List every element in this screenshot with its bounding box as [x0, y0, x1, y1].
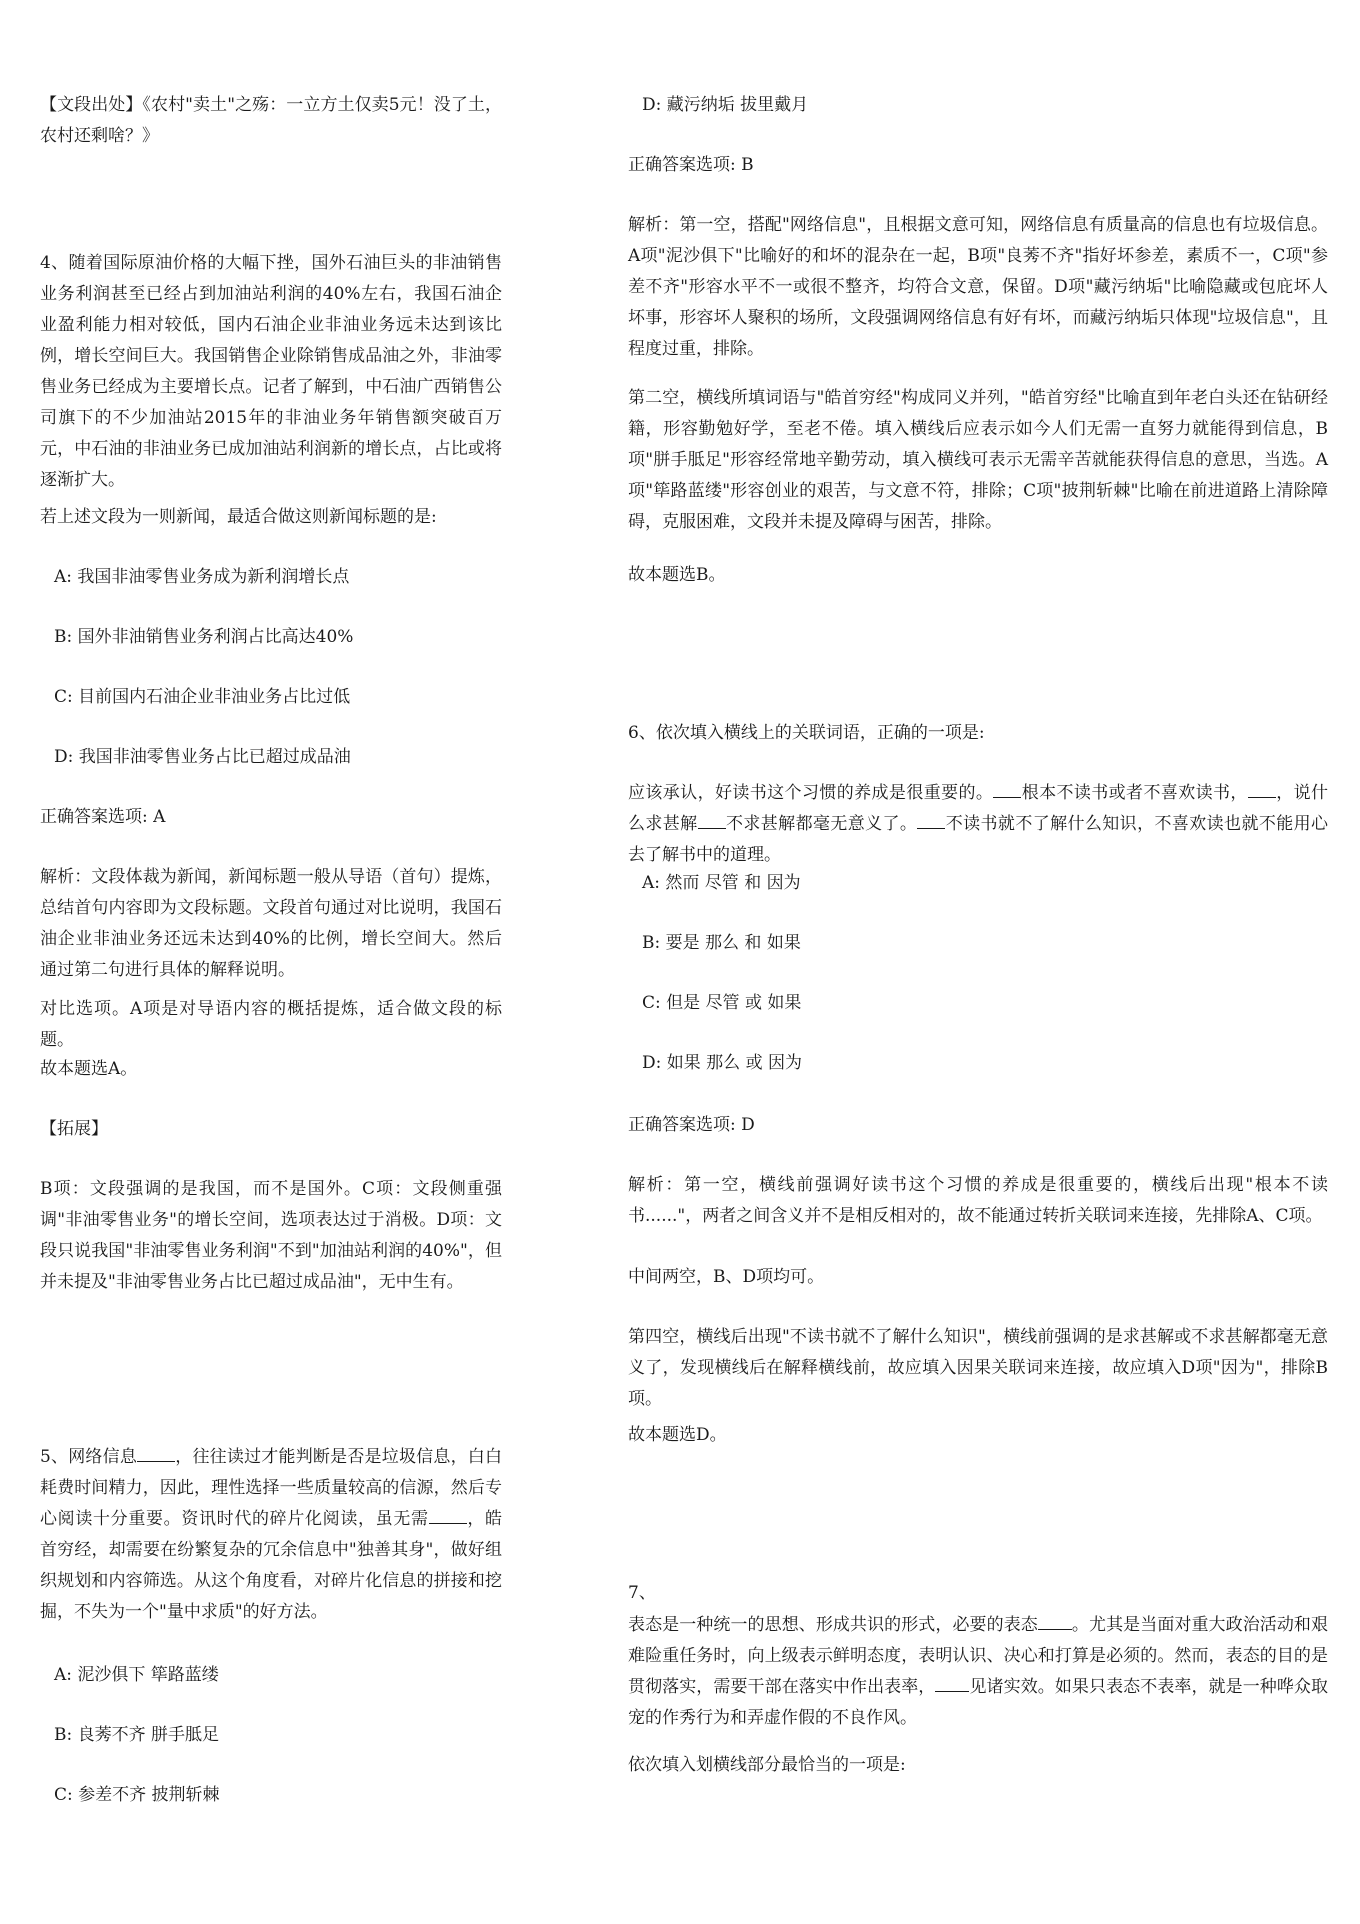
- question-6-passage-part-2: 根本不读书或者不喜欢读书，: [1021, 783, 1248, 803]
- question-7-passage-part-2: 。尤其是当面对重大政治活动和艰难险重任务时，向上级表示鲜明态度，表明认识、决心和打算是必须的。然而，表态的目的是贯彻落实，需要干部在落实中作出表率，: [628, 1615, 1329, 1697]
- question-6-option-d: D: 如果 那么 或 因为: [642, 1053, 802, 1073]
- question-4-option-b: B: 国外非油销售业务利润占比高达40%: [54, 627, 354, 647]
- question-5-analysis-1: 解析：第一空，搭配"网络信息"，且根据文意可知，网络信息有质量高的信息也有垃圾信息。A项"泥沙俱下"比喻好的和坏的混杂在一起，B项"良莠不齐"指好坏参差，素质不一，C项"参差不齐"形容水平不一或很不整齐，均符合文意，保留。D项"藏污纳垢"比喻隐藏或包庇坏人坏事，形容坏人聚积的场所，文段强调网络信息有好有坏，而藏污纳垢只体现"垃圾信息"，且程度过重，排除。: [628, 215, 1328, 359]
- question-5-blank-1: [137, 1444, 175, 1462]
- question-6-option-a: A: 然而 尽管 和 因为: [642, 873, 801, 893]
- question-6-blank-1: [993, 780, 1021, 798]
- question-4-extend: B项：文段强调的是我国，而不是国外。C项：文段侧重强调"非油零售业务"的增长空间，选项表达过于消极。D项：文段只说我国"非油零售业务利润"不到"加油站利润的40%"，但并未提及"非油零售业务占比已超过成品油"，无中生有。: [40, 1179, 502, 1292]
- question-5-option-c: C: 参差不齐 披荆斩棘: [54, 1785, 220, 1805]
- question-4-analysis: 解析：文段体裁为新闻，新闻标题一般从导语（首句）提炼，总结首句内容即为文段标题。文段首句通过对比说明，我国石油企业非油业务还远未达到40%的比例，增长空间大。然后通过第二句进行具体的解释说明。: [40, 867, 502, 980]
- source-note: 【文段出处】《农村"卖土"之殇：一立方土仅卖5元！没了土，农村还剩啥？》: [40, 95, 502, 146]
- question-5-option-b: B: 良莠不齐 胼手胝足: [54, 1725, 220, 1745]
- question-4-stem: 4、随着国际原油价格的大幅下挫，国外石油巨头的非油销售业务利润甚至已经占到加油站利润的40%左右，我国石油企业盈利能力相对较低，国内石油企业非油业务远未达到该比例，增长空间巨大。我国销售企业除销售成品油之外，非油零售业务已经成为主要增长点。记者了解到，中石油广西销售公司旗下的不少加油站2015年的非油业务年销售额突破百万元，中石油的非油业务已成加油站利润新的增长点，占比或将逐渐扩大。: [40, 253, 502, 490]
- question-5-option-a: A: 泥沙俱下 筚路蓝缕: [54, 1665, 219, 1685]
- question-7-passage-part-3: 见诸实效。如果只表态不表率，就是一种哗众取宠的作秀行为和弄虚作假的不良作风。: [628, 1677, 1329, 1728]
- question-5-stem-part-3: ，皓首穷经，却需要在纷繁复杂的冗余信息中"独善其身"，做好组织规划和内容筛选。从这个角度看，对碎片化信息的拼接和挖掘，不失为一个"量中求质"的好方法。: [40, 1509, 503, 1622]
- question-6-analysis-1: 解析：第一空，横线前强调好读书这个习惯的养成是很重要的，横线后出现"根本不读书......"，两者之间含义并不是相反相对的，故不能通过转折关联词来连接，先排除A、C项。: [628, 1175, 1328, 1226]
- question-5-analysis-2: 第二空，横线所填词语与"皓首穷经"构成同义并列，"皓首穷经"比喻直到年老白头还在钻研经籍，形容勤勉好学，至老不倦。填入横线后应表示如今人们无需一直努力就能得到信息，B项"胼手胝足"形容经常地辛勤劳动，填入横线可表示无需辛苦就能获得信息的意思，当选。A项"筚路蓝缕"形容创业的艰苦，与文意不符，排除；C项"披荆斩棘"比喻在前进道路上清除障碍，克服困难，文段并未提及障碍与困苦，排除。: [628, 388, 1328, 532]
- question-6-passage-part-5: 不读书就不了解什么知识，不喜欢读也就不能用心去了解书中的道理。: [628, 814, 1329, 865]
- question-4-prompt: 若上述文段为一则新闻，最适合做这则新闻标题的是:: [40, 507, 437, 527]
- question-7-passage-part-1: 表态是一种统一的思想、形成共识的形式，必要的表态: [628, 1615, 1038, 1635]
- question-5-stem: [40, 1442, 502, 1628]
- question-6-conclusion: 故本题选D。: [628, 1425, 727, 1445]
- question-5-conclusion: 故本题选B。: [628, 565, 726, 585]
- question-4-option-c: C: 目前国内石油企业非油业务占比过低: [54, 687, 351, 707]
- question-7-passage: [628, 1610, 1328, 1734]
- question-4-answer: 正确答案选项: A: [40, 807, 166, 827]
- question-6-passage-part-1: 应该承认，好读书这个习惯的养成是很重要的。: [628, 783, 994, 803]
- question-6-blank-2: [1248, 780, 1276, 798]
- question-4-extend-title: 【拓展】: [40, 1119, 108, 1139]
- question-6-blank-3: [698, 811, 726, 829]
- question-4-option-d: D: 我国非油零售业务占比已超过成品油: [54, 747, 351, 767]
- question-7-blank-2: [935, 1674, 969, 1692]
- question-6-answer: 正确答案选项: D: [628, 1115, 755, 1135]
- question-6-stem: 6、依次填入横线上的关联词语，正确的一项是:: [628, 723, 985, 743]
- question-5-option-d: D: 藏污纳垢 拔里戴月: [642, 95, 809, 115]
- question-6-option-c: C: 但是 尽管 或 如果: [642, 993, 802, 1013]
- question-6-passage: [628, 778, 1328, 871]
- question-6-blank-4: [917, 811, 945, 829]
- question-6-analysis-2: 中间两空，B、D项均可。: [628, 1267, 825, 1287]
- question-4-conclusion: 故本题选A。: [40, 1059, 138, 1079]
- question-4-compare: 对比选项。A项是对导语内容的概括提炼，适合做文段的标题。: [40, 999, 502, 1050]
- question-7-blank-1: [1038, 1612, 1072, 1630]
- question-6-passage-part-3: ，说什么求甚解: [628, 783, 1329, 834]
- question-7-prompt: 依次填入划横线部分最恰当的一项是:: [628, 1755, 906, 1775]
- question-5-blank-2: [429, 1506, 467, 1524]
- question-4-option-a: A: 我国非油零售业务成为新利润增长点: [54, 567, 350, 587]
- question-7-number: 7、: [628, 1583, 656, 1603]
- question-6-option-b: B: 要是 那么 和 如果: [642, 933, 801, 953]
- question-5-stem-part-2: ，往往读过才能判断是否是垃圾信息，白白耗费时间精力，因此，理性选择一些质量较高的信源，然后专心阅读十分重要。资讯时代的碎片化阅读，虽无需: [40, 1447, 502, 1529]
- question-6-analysis-3: 第四空，横线后出现"不读书就不了解什么知识"，横线前强调的是求甚解或不求甚解都毫无意义了，发现横线后在解释横线前，故应填入因果关联词来连接，故应填入D项"因为"，排除B项。: [628, 1327, 1328, 1409]
- question-5-stem-part-1: 5、网络信息: [40, 1447, 138, 1467]
- question-5-answer: 正确答案选项: B: [628, 155, 754, 175]
- question-6-passage-part-4: 不求甚解都毫无意义了。: [725, 814, 918, 834]
